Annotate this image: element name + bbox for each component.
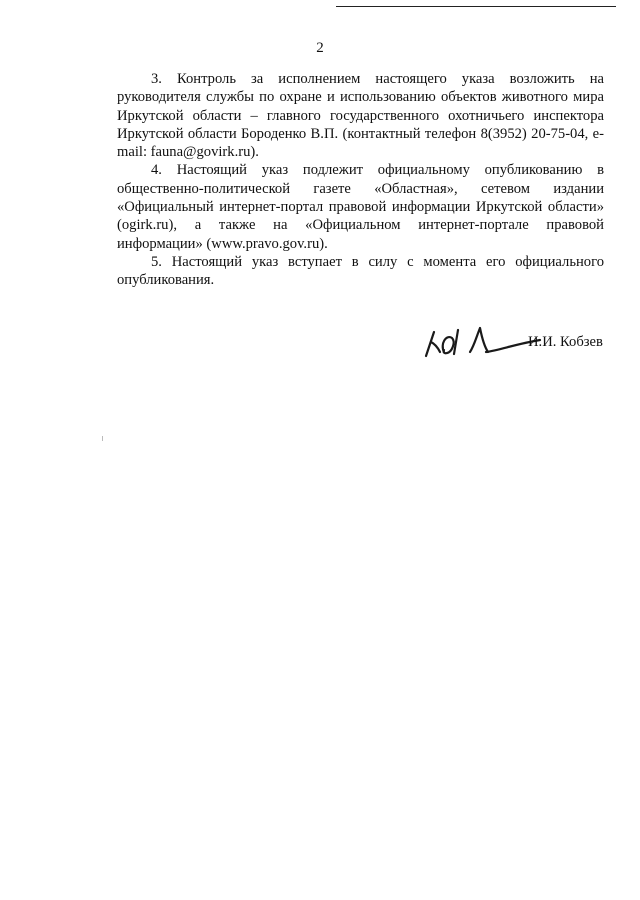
paragraph-4: 4. Настоящий указ подлежит официальному опубликованию в общественно-политической газете «Областная», сетевом издании «Официальный интернет-портал правовой информации Иркутской области» (ogirk.ru), а также на «Официальном интернет-портале правовой информации» (www.pravo.gov.ru). bbox=[117, 162, 604, 252]
paragraph-3: 3. Контроль за исполнением настоящего указа возложить на руководителя службы по охране и использованию объектов животного мира Иркутской области – главного государственного охотничьего инспектора Иркутской области Бороденко В.П. (контактный телефон 8(3952) 20-75-04, e-mail: fauna@govirk.ru). bbox=[117, 71, 604, 161]
document-body bbox=[117, 70, 604, 290]
signer-name: И.И. Кобзев bbox=[528, 334, 603, 350]
paragraph-5: 5. Настоящий указ вступает в силу с момента его официального опубликования. bbox=[117, 253, 604, 289]
signature-block bbox=[420, 322, 610, 372]
scan-speck bbox=[102, 436, 103, 441]
top-rule bbox=[336, 6, 616, 7]
page-number: 2 bbox=[316, 40, 324, 56]
